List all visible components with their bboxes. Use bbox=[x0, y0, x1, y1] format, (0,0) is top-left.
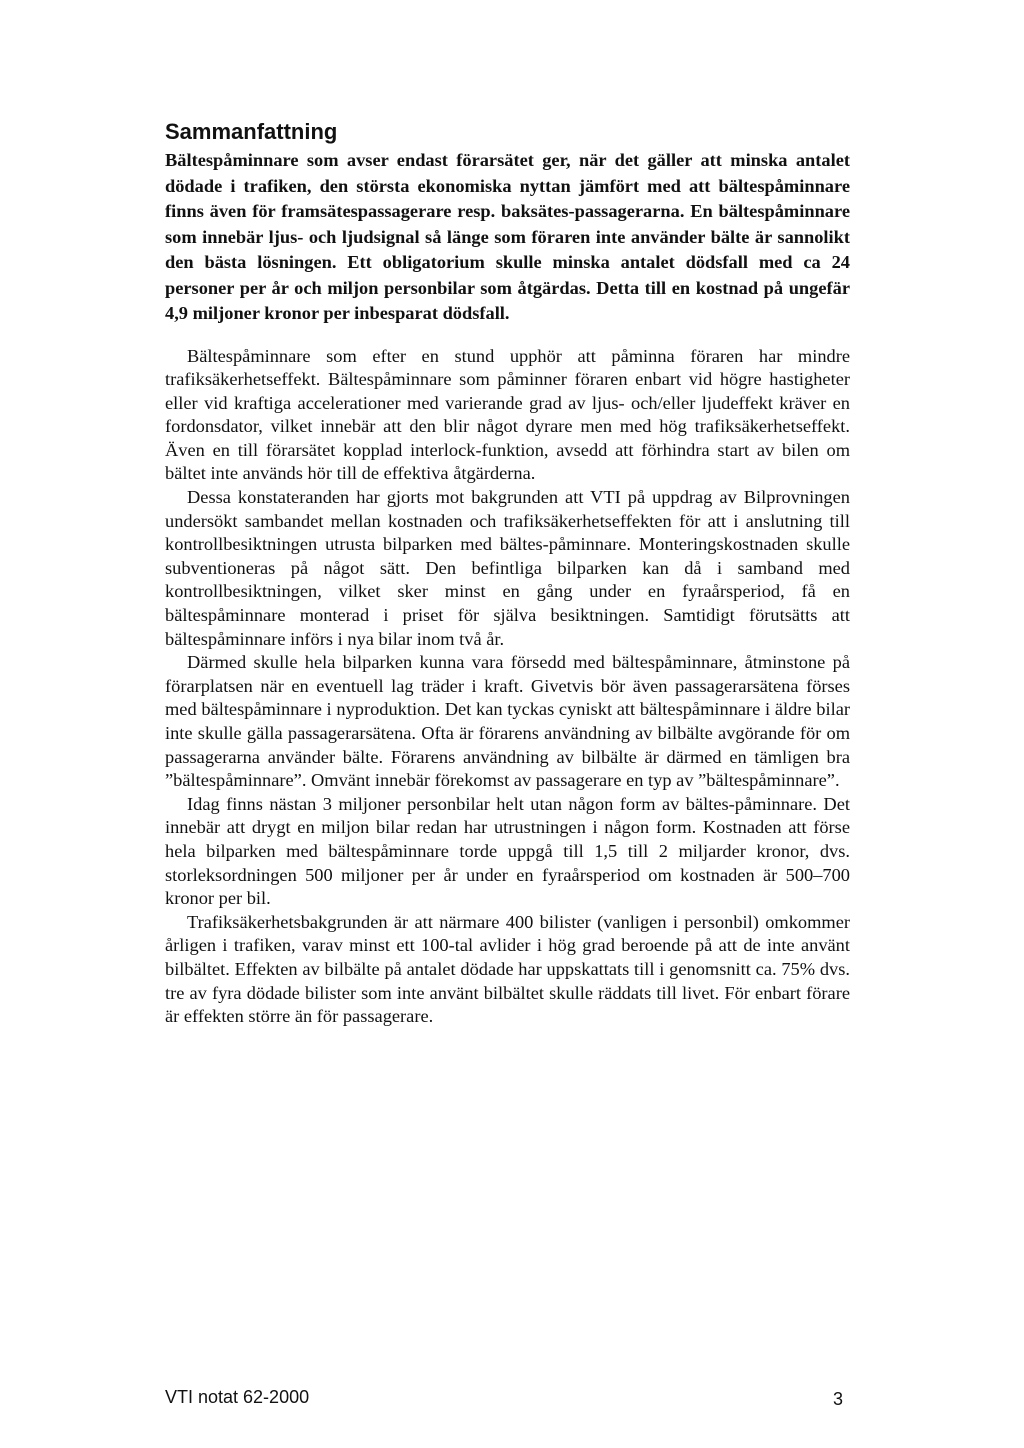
summary-paragraph: Bältespåminnare som avser endast förarsätet ger, när det gäller att minska antalet dödade i trafiken, den största ekonomiska nyttan jämfört med att bältespåminnare finns även för framsätespassagerare resp. baksätes-passagerarna. En bältespåminnare som innebär ljus- och ljudsignal så länge som föraren inte använder bälte är sannolikt den bästa lösningen. Ett obligatorium skulle minska antalet dödsfall med ca 24 personer per år och miljon personbilar som åtgärdas. Detta till en kostnad på ungefär 4,9 miljoner kronor per inbesparat dödsfall. bbox=[165, 150, 850, 323]
body-text bbox=[165, 148, 850, 1029]
paragraph-5: Trafiksäkerhetsbakgrunden är att närmare 400 bilister (vanligen i personbil) omkommer årligen i trafiken, varav minst ett 100-tal avlider i hög grad beroende på att de inte använt bilbältet. Effekten av bilbälte på antalet dödade har uppskattats till i genomsnitt ca. 75% dvs. tre av fyra dödade bilister som inte använt bilbältet skulle räddats till livet. För enbart förare är effekten större än för passagerare. bbox=[165, 911, 850, 1027]
paragraph-4: Idag finns nästan 3 miljoner personbilar helt utan någon form av bältes-påminnare. Det innebär att drygt en miljon bilar redan har utrustningen i någon form. Kostnaden att förse hela bilparken med bältespåminnare torde uppgå till 1,5 till 2 miljarder kronor, dvs. storleksordningen 500 miljoner per år under en fyraårsperiod om kostnaden är 500–700 kronor per bil. bbox=[165, 793, 850, 909]
footer-publication: VTI notat 62-2000 bbox=[165, 1387, 310, 1407]
section-heading: Sammanfattning bbox=[165, 119, 338, 144]
page-number: 3 bbox=[832, 1389, 843, 1409]
paragraph-2: Dessa konstateranden har gjorts mot bakgrunden att VTI på uppdrag av Bilprovningen undersökt sambandet mellan kostnaden och trafiksäkerhetseffekten för att i anslutning till kontrollbesiktningen utrusta bilparken med bältes-påminnare. Monteringskostnaden skulle subventioneras på något sätt. Den befintliga bilparken kan då i samband med kontrollbesiktningen, vilket sker minst en gång under en fyraårsperiod, få en bältespåminnare monterad i priset för själva besiktningen. Samtidigt förutsätts att bältespåminnare införs i nya bilar inom två år. bbox=[165, 487, 850, 649]
paragraph-3: Därmed skulle hela bilparken kunna vara försedd med bältespåminnare, åtminstone på förarplatsen när en eventuell lag träder i kraft. Givetvis bör även passagerarsätena förses med bältespåminnare i nyproduktion. Det kan tyckas cyniskt att bältespåminnare i äldre bilar inte skulle gälla passagerarsätena. Ofta är förarens användning av bilbälte avgörande för om passagerarna använder bälte. Förarens användning av bilbälte är därmed en tämligen bra ”bältespåminnare”. Omvänt innebär förekomst av passagerare en typ av ”bältespåminnare”. bbox=[165, 652, 850, 791]
paragraph-1: Bältespåminnare som efter en stund upphör att påminna föraren har mindre trafiksäkerhetseffekt. Bältespåminnare som påminner föraren enbart vid högre hastigheter eller vid kraftiga accelerationer med varierande grad av ljus- och/eller ljudeffekt kräver en fordonsdator, vilket innebär att den blir något dyrare men med hög trafiksäkerhetseffekt. Även en till förarsätet kopplad interlock-funktion, avsedd att förhindra start av bilen om bältet inte används hör till de effektiva åtgärderna. bbox=[165, 345, 850, 484]
